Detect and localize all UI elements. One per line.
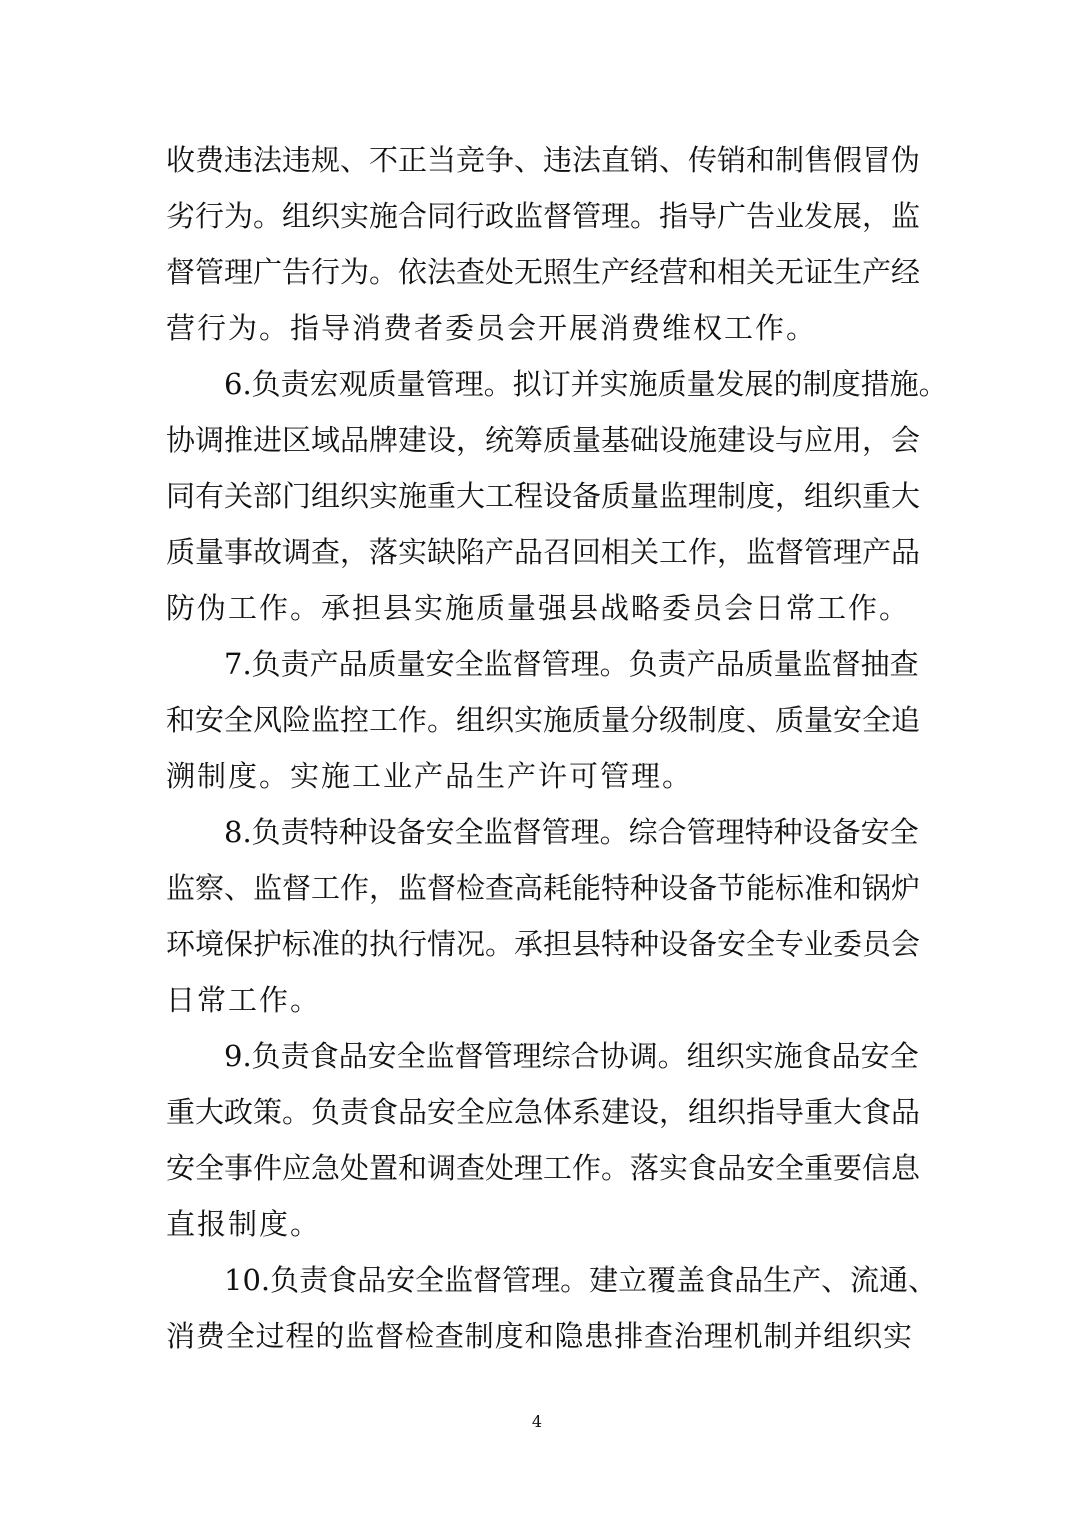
text-line: 安全事件应急处置和调查处理工作。落实食品安全重要信息: [166, 1151, 921, 1185]
text-line: 消费全过程的监督检查制度和隐患排查治理机制并组织实: [166, 1319, 912, 1353]
text-line: 7.负责产品质量安全监督管理。负责产品质量监督抽查: [166, 647, 919, 681]
text-line: 收费违法违规、不正当竞争、违法直销、传销和制售假冒伪: [166, 143, 921, 177]
text-line: 重大政策。负责食品安全应急体系建设，组织指导重大食品: [166, 1095, 921, 1129]
text-line: 防伪工作。承担县实施质量强县战略委员会日常工作。: [166, 591, 911, 625]
text-line: 同有关部门组织实施重大工程设备质量监理制度，组织重大: [166, 479, 921, 513]
text-line: 环境保护标准的执行情况。承担县特种设备安全专业委员会: [166, 927, 921, 961]
text-line: 营行为。指导消费者委员会开展消费维权工作。: [166, 311, 818, 345]
text-line: 8.负责特种设备安全监督管理。综合管理特种设备安全: [166, 815, 919, 849]
text-line: 监察、监督工作，监督检查高耗能特种设备节能标准和锅炉: [166, 871, 921, 905]
text-line: 劣行为。组织实施合同行政监督管理。指导广告业发展，监: [166, 199, 921, 233]
text-line: 10.负责食品安全监督管理。建立覆盖食品生产、流通、: [166, 1263, 938, 1297]
page-number: 4: [531, 1412, 543, 1431]
text-line: 和安全风险监控工作。组织实施质量分级制度、质量安全追: [166, 703, 921, 737]
text-line: 日常工作。: [166, 983, 322, 1017]
text-line: 直报制度。: [166, 1207, 322, 1241]
text-line: 督管理广告行为。依法查处无照生产经营和相关无证生产经: [166, 255, 921, 289]
text-line: 溯制度。实施工业产品生产许可管理。: [166, 759, 694, 793]
text-line: 质量事故调查，落实缺陷产品召回相关工作，监督管理产品: [166, 535, 921, 569]
text-line: 6.负责宏观质量管理。拟订并实施质量发展的制度措施。: [166, 367, 948, 401]
text-line: 协调推进区域品牌建设，统筹质量基础设施建设与应用，会: [166, 423, 921, 457]
text-line: 9.负责食品安全监督管理综合协调。组织实施食品安全: [166, 1039, 919, 1073]
